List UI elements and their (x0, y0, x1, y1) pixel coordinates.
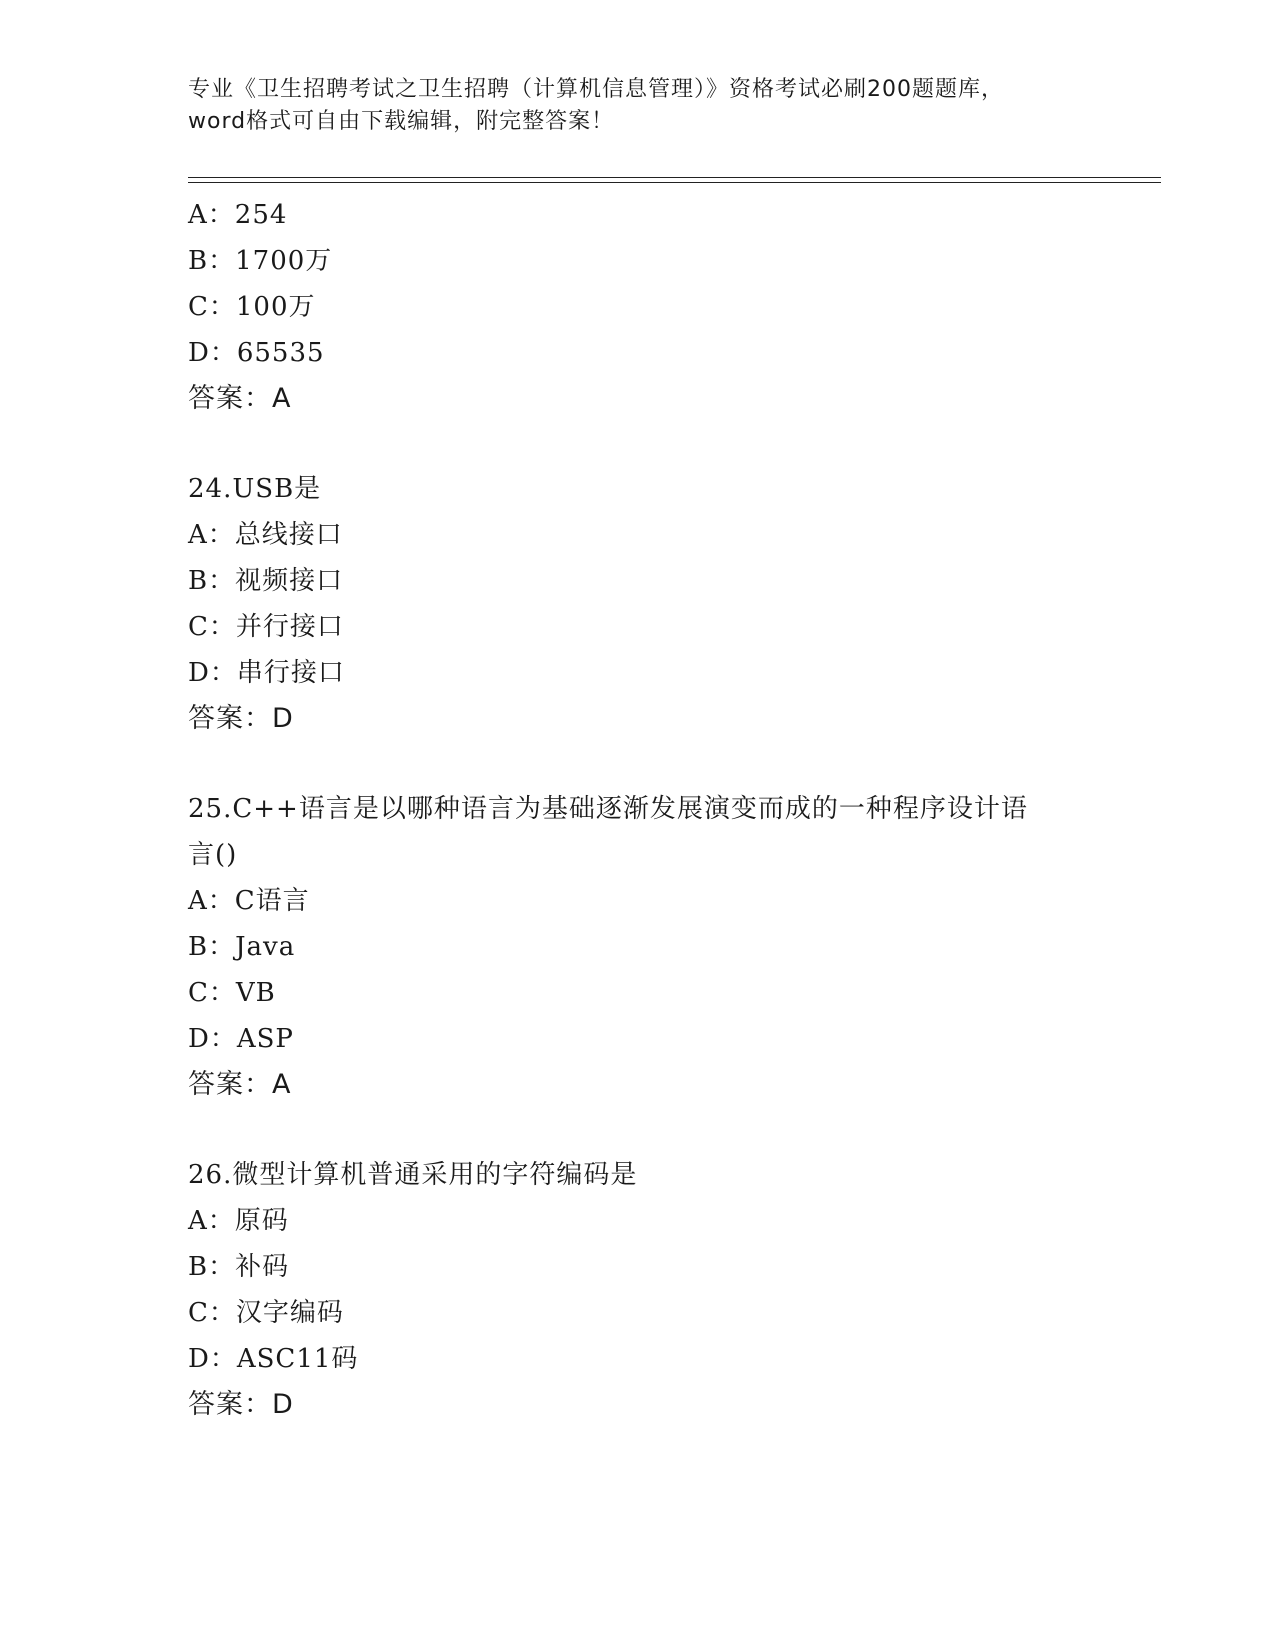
question-24 (188, 466, 1088, 742)
option-a: A：总线接口 (188, 520, 343, 550)
question-text-line-2: 言() (188, 840, 238, 870)
option-b: B：1700万 (188, 246, 333, 276)
question-text: 24.USB是 (188, 474, 322, 504)
header-line-1: 专业《卫生招聘考试之卫生招聘（计算机信息管理）》资格考试必刷200题题库， (188, 77, 1004, 102)
option-a: A：254 (188, 200, 288, 230)
question-text-line-1: 25.C++语言是以哪种语言为基础逐渐发展演变而成的一种程序设计语 (188, 794, 1028, 824)
spacer (188, 422, 1088, 466)
document-header (188, 74, 1088, 138)
spacer (188, 742, 1088, 786)
option-a: A：原码 (188, 1206, 289, 1236)
option-c: C：100万 (188, 292, 316, 322)
header-divider (188, 177, 1161, 183)
option-a: A：C语言 (188, 886, 310, 916)
option-c: C：VB (188, 978, 276, 1008)
header-line-2: word格式可自由下载编辑，附完整答案！ (188, 109, 615, 134)
option-d: D：65535 (188, 338, 325, 368)
option-b: B：补码 (188, 1252, 290, 1282)
question-25 (188, 786, 1088, 1108)
answer: 答案：A (188, 1069, 292, 1100)
question-23 (188, 192, 1088, 422)
answer: 答案：A (188, 383, 292, 414)
question-26 (188, 1152, 1088, 1428)
option-b: B：Java (188, 932, 296, 962)
option-d: D：ASC11码 (188, 1344, 359, 1374)
spacer (188, 1108, 1088, 1152)
option-d: D：串行接口 (188, 658, 345, 688)
answer: 答案：D (188, 703, 294, 734)
question-text: 26.微型计算机普通采用的字符编码是 (188, 1160, 638, 1190)
answer: 答案：D (188, 1389, 294, 1420)
option-c: C：并行接口 (188, 612, 344, 642)
option-d: D：ASP (188, 1024, 294, 1054)
option-b: B：视频接口 (188, 566, 344, 596)
option-c: C：汉字编码 (188, 1298, 344, 1328)
question-list (188, 192, 1088, 1428)
